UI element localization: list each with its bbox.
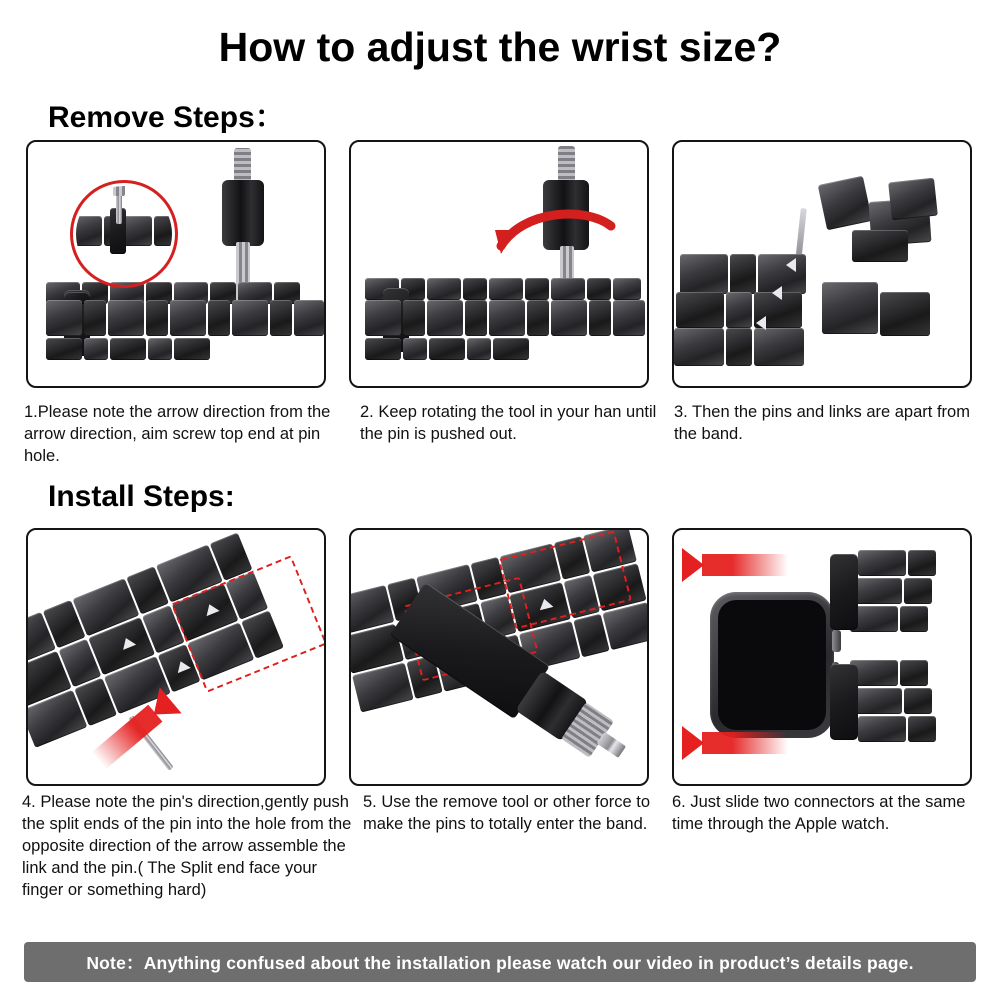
step-5-caption: 5. Use the remove tool or other force to make the pins to totally enter the band. (363, 793, 651, 833)
tool-knob-icon (558, 146, 575, 182)
zoom-inset-content (76, 186, 172, 282)
direction-arrow-icon (772, 286, 782, 300)
direction-arrow-icon (786, 258, 796, 272)
footer-note (24, 942, 976, 982)
rotate-arrow-icon (493, 200, 623, 260)
step-1-illustration (28, 142, 324, 386)
tool-body-icon (222, 180, 264, 246)
step-5-illustration (351, 530, 647, 784)
tool-knob-icon (234, 148, 251, 182)
detached-link (818, 176, 873, 231)
slide-direction-arrow-bottom (702, 732, 788, 754)
detached-link (888, 178, 938, 221)
step-6-illustration (674, 530, 970, 784)
step-3-image (672, 140, 972, 388)
watch-crown-icon (832, 630, 841, 652)
step-1-caption: 1.Please note the arrow direction from the arrow direction, aim screw top end at pin hole. (24, 403, 331, 465)
step-3-illustration (674, 142, 970, 386)
section-title-install: Install Steps: (48, 480, 235, 513)
direction-arrow-icon (756, 316, 766, 330)
footer-note-text: Note：Anything confused about the installation please watch our video in product’s details page. (86, 952, 914, 973)
slide-direction-arrow-top (702, 554, 788, 576)
step-6-image (672, 528, 972, 786)
step-3-caption: 3. Then the pins and links are apart from the band. (674, 403, 970, 443)
step-5-image (349, 528, 649, 786)
band-connector-bottom (842, 660, 962, 764)
step-2-illustration (351, 142, 647, 386)
page-title: How to adjust the wrist size? (218, 24, 782, 70)
step-2-caption: 2. Keep rotating the tool in your han until the pin is pushed out. (360, 403, 657, 443)
step-2-image (349, 140, 649, 388)
apple-watch-screen (718, 600, 826, 730)
step-4-caption: 4. Please note the pin's direction,gently push the split ends of the pin into the hole from the opposite direction of the arrow assemble the link and the pin.( The Split end face your finger or something hard) (22, 793, 352, 899)
step-1-image (26, 140, 326, 388)
step-4-illustration (28, 530, 324, 784)
step-4-image (26, 528, 326, 786)
step-6-caption: 6. Just slide two connectors at the same time through the Apple watch. (672, 793, 966, 833)
detached-link (852, 230, 908, 262)
section-title-remove: Remove Steps： (48, 101, 285, 134)
band-connector-top (842, 550, 962, 654)
